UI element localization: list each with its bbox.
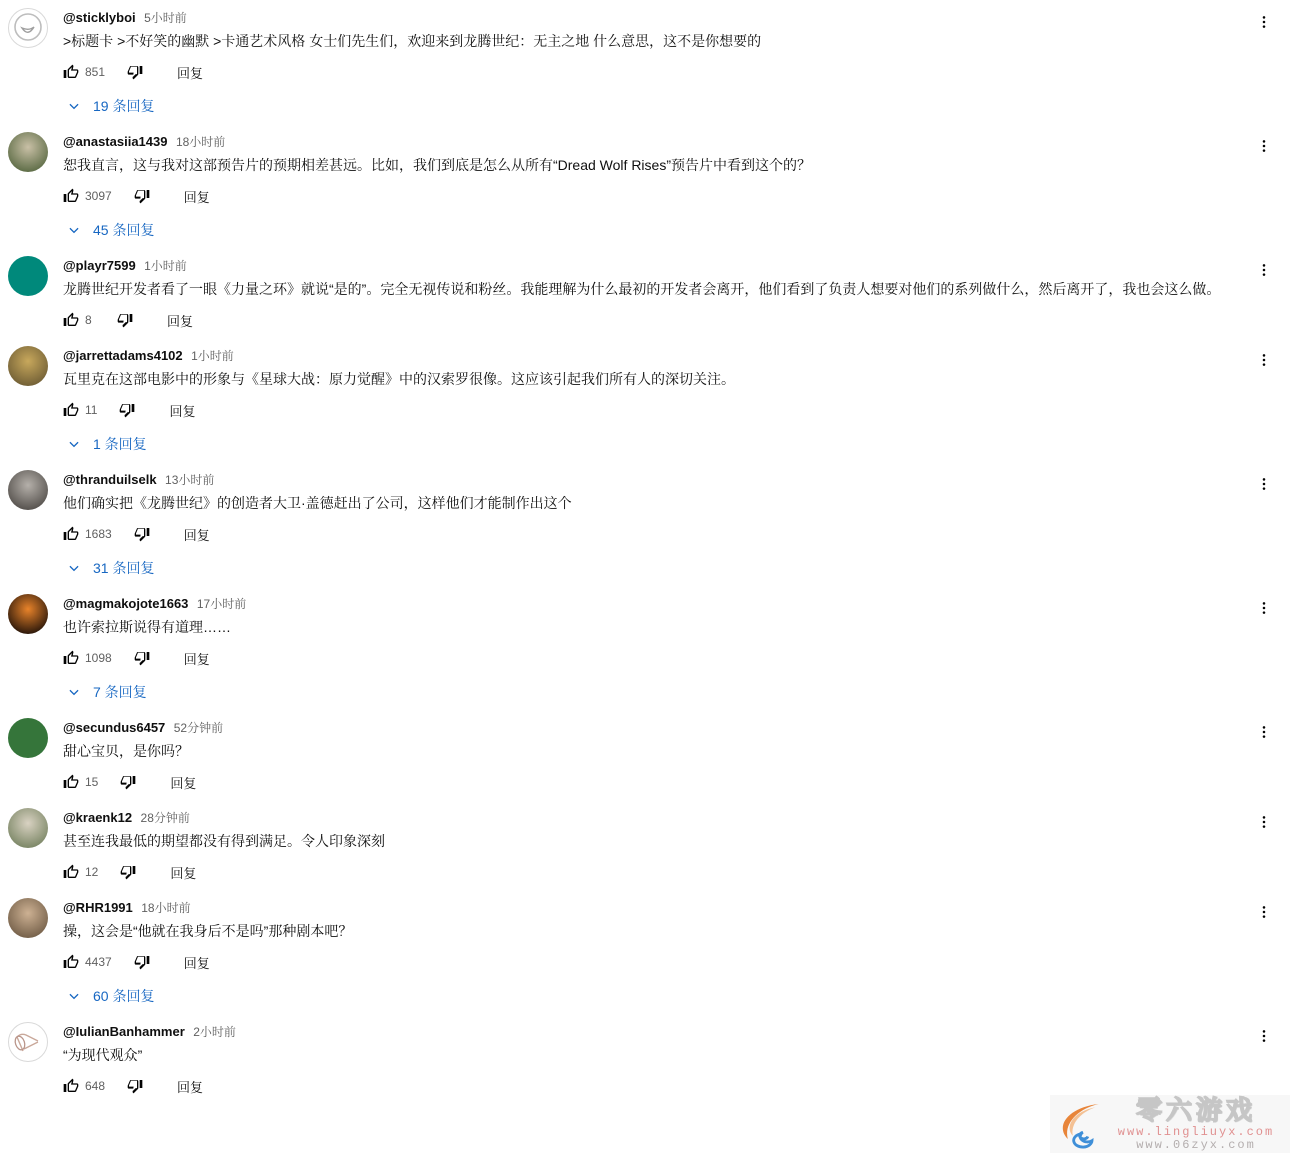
like-button[interactable] (63, 188, 79, 204)
comment-body (63, 898, 1252, 1010)
dislike-button[interactable] (127, 1078, 143, 1094)
comment-author[interactable]: @playr7599 (63, 258, 136, 273)
thumb-up-icon (63, 526, 79, 542)
comment-text: >标题卡 >不好笑的幽默 >卡通艺术风格 女士们先生们，欢迎来到龙腾世纪：无主之地 什么意思，这不是你想要的 (63, 33, 762, 49)
chevron-down-icon (67, 99, 81, 113)
thumb-down-icon (134, 954, 150, 970)
comment-action-row (63, 58, 1252, 86)
more-options-button[interactable] (1252, 720, 1276, 744)
like-count: 12 (85, 865, 99, 879)
dislike-button[interactable] (120, 774, 136, 790)
comment-author[interactable]: @anastasiia1439 (63, 134, 168, 149)
comment-body (63, 470, 1252, 582)
more-options-button[interactable] (1252, 348, 1276, 372)
comment-author[interactable]: @magmakojote1663 (63, 596, 189, 611)
comment-timestamp[interactable]: 1小时前 (191, 349, 234, 363)
comment-timestamp[interactable]: 18小时前 (175, 135, 226, 149)
comment-action-row (63, 858, 1252, 886)
comment-header (63, 8, 1252, 28)
reply-button[interactable]: 回复 (183, 189, 210, 205)
like-count: 15 (85, 775, 99, 789)
thumb-up-icon (63, 954, 79, 970)
more-options-button[interactable] (1252, 596, 1276, 620)
avatar[interactable] (8, 470, 48, 510)
replies-count-label: 31 条回复 (93, 560, 155, 576)
comment-thread (8, 346, 1280, 458)
comment-author[interactable]: @RHR1991 (63, 900, 133, 915)
comment-thread (8, 594, 1280, 706)
reply-button[interactable]: 回复 (170, 775, 197, 791)
comment-text: 操，这会是“他就在我身后不是吗”那种剧本吧？ (63, 923, 353, 939)
dislike-button[interactable] (120, 864, 136, 880)
comment-text: 恕我直言，这与我对这部预告片的预期相差甚远。比如，我们到底是怎么从所有“Dread Wolf Rises”预告片中看到这个的？ (63, 157, 811, 173)
comment-thread (8, 718, 1280, 796)
comment-thread (8, 256, 1280, 334)
comment-author[interactable]: @IulianBanhammer (63, 1024, 185, 1039)
more-options-button[interactable] (1252, 10, 1276, 34)
comment-thread (8, 808, 1280, 886)
watermark (1050, 1095, 1290, 1153)
kebab-icon (1256, 904, 1272, 920)
comment-author[interactable]: @sticklyboi (63, 10, 136, 25)
watermark-brand: 零六游戏 (1135, 1095, 1256, 1125)
comment-author[interactable]: @secundus6457 (63, 720, 166, 735)
like-button[interactable] (63, 64, 79, 80)
thumb-down-icon (127, 1078, 143, 1094)
thumb-down-icon (134, 188, 150, 204)
replies-count-label: 1 条回复 (93, 436, 147, 452)
comment-header (63, 1022, 1252, 1042)
replies-expander[interactable] (63, 430, 1252, 458)
replies-count-label: 45 条回复 (93, 222, 155, 238)
more-options-button[interactable] (1252, 472, 1276, 496)
comment-body (63, 594, 1252, 706)
comment-text: 他们确实把《龙腾世纪》的创造者大卫·盖德赶出了公司，这样他们才能制作出这个 (63, 495, 572, 511)
avatar-letter (11, 11, 45, 45)
replies-count-label: 7 条回复 (93, 684, 147, 700)
chevron-down-icon (67, 989, 81, 1003)
thumb-down-icon (120, 774, 136, 790)
comment-text: 瓦里克在这部电影中的形象与《星球大战：原力觉醒》中的汉索罗很像。这应该引起我们所有人的深切关注。 (63, 371, 735, 387)
comment-header (63, 470, 1252, 490)
thumb-up-icon (63, 650, 79, 666)
thumb-down-icon (134, 526, 150, 542)
more-options-button[interactable] (1252, 810, 1276, 834)
comment-action-row (63, 768, 1252, 796)
like-button[interactable] (63, 650, 79, 666)
dislike-button[interactable] (134, 650, 150, 666)
like-button[interactable] (63, 312, 79, 328)
avatar[interactable] (8, 594, 48, 634)
replies-expander[interactable] (63, 678, 1252, 706)
like-button[interactable] (63, 402, 79, 418)
replies-expander[interactable] (63, 554, 1252, 582)
comment-header (63, 898, 1252, 918)
like-count: 851 (85, 65, 106, 79)
thumb-down-icon (117, 312, 133, 328)
like-button[interactable] (63, 526, 79, 542)
comment-header (63, 594, 1252, 614)
comment-timestamp[interactable]: 5小时前 (144, 11, 187, 25)
comment-body (63, 346, 1252, 458)
comment-author[interactable]: @kraenk12 (63, 810, 133, 825)
reply-button[interactable]: 回复 (177, 65, 204, 81)
comment-timestamp[interactable]: 2小时前 (193, 1025, 236, 1039)
comment-text: 甚至连我最低的期望都没有得到满足。令人印象深刻 (63, 833, 385, 849)
watermark-text (1108, 1097, 1284, 1151)
comment-action-row (63, 182, 1252, 210)
comment-header (63, 132, 1252, 152)
comment-header (63, 718, 1252, 738)
replies-expander[interactable] (63, 982, 1252, 1010)
kebab-icon (1256, 1028, 1272, 1044)
like-count: 648 (85, 1079, 106, 1093)
avatar[interactable] (8, 346, 48, 386)
comment-body (63, 718, 1252, 796)
kebab-icon (1256, 352, 1272, 368)
thumb-up-icon (63, 1078, 79, 1094)
chevron-down-icon (67, 223, 81, 237)
avatar-letter (11, 1025, 45, 1059)
comment-text: “为现代观众” (63, 1047, 143, 1063)
thumb-down-icon (127, 64, 143, 80)
more-options-button[interactable] (1252, 900, 1276, 924)
kebab-icon (1256, 262, 1272, 278)
thumb-up-icon (63, 774, 79, 790)
comment-action-row (63, 396, 1252, 424)
comment-thread (8, 8, 1280, 120)
like-button[interactable] (63, 774, 79, 790)
dislike-button[interactable] (134, 526, 150, 542)
reply-button[interactable]: 回复 (177, 1079, 204, 1095)
comment-author[interactable]: @jarrettadams4102 (63, 348, 183, 363)
like-button[interactable] (63, 954, 79, 970)
kebab-icon (1256, 600, 1272, 616)
comment-timestamp[interactable]: 1小时前 (144, 259, 187, 273)
like-count: 11 (85, 403, 98, 417)
avatar[interactable] (8, 718, 48, 758)
comment-body (63, 1022, 1252, 1100)
more-options-button[interactable] (1252, 1024, 1276, 1048)
reply-button[interactable]: 回复 (170, 865, 197, 881)
thumb-up-icon (63, 312, 79, 328)
comment-timestamp[interactable]: 52分钟前 (173, 721, 224, 735)
watermark-url-2: www.06zyx.com (1136, 1138, 1256, 1152)
comment-thread (8, 898, 1280, 1010)
chevron-down-icon (67, 437, 81, 451)
thumb-down-icon (119, 402, 135, 418)
comment-body (63, 132, 1252, 244)
comment-text: 也许索拉斯说得有道理…… (63, 619, 231, 635)
reply-button[interactable]: 回复 (167, 313, 194, 329)
avatar[interactable] (8, 256, 48, 296)
comment-header (63, 256, 1252, 276)
thumb-down-icon (120, 864, 136, 880)
thumb-up-icon (63, 64, 79, 80)
comment-timestamp[interactable]: 13小时前 (165, 473, 215, 487)
replies-expander[interactable] (63, 92, 1252, 120)
comment-author[interactable]: @thranduilselk (63, 472, 157, 487)
avatar[interactable] (8, 898, 48, 938)
replies-count-label: 60 条回复 (93, 988, 155, 1004)
kebab-icon (1256, 814, 1272, 830)
kebab-icon (1256, 14, 1272, 30)
chevron-down-icon (67, 685, 81, 699)
reply-button[interactable]: 回复 (183, 651, 210, 667)
dislike-button[interactable] (134, 188, 150, 204)
more-options-button[interactable] (1252, 134, 1276, 158)
more-options-button[interactable] (1252, 258, 1276, 282)
replies-count-label: 19 条回复 (93, 98, 155, 114)
like-count: 4437 (85, 955, 112, 969)
comment-body (63, 8, 1252, 120)
thumb-up-icon (63, 188, 79, 204)
comment-body (63, 256, 1252, 334)
comment-body (63, 808, 1252, 886)
comment-timestamp[interactable]: 18小时前 (141, 901, 191, 915)
watermark-logo-icon (1056, 1099, 1108, 1149)
like-count: 1098 (85, 651, 112, 665)
like-button[interactable] (63, 864, 79, 880)
comment-timestamp[interactable]: 17小时前 (196, 597, 247, 611)
comment-text: 甜心宝贝，是你吗？ (63, 743, 189, 759)
dislike-button[interactable] (117, 312, 133, 328)
comment-header (63, 808, 1252, 828)
avatar[interactable] (8, 132, 48, 172)
avatar[interactable] (8, 808, 48, 848)
kebab-icon (1256, 138, 1272, 154)
comment-thread (8, 470, 1280, 582)
comment-action-row (63, 948, 1252, 976)
kebab-icon (1256, 724, 1272, 740)
thumb-up-icon (63, 864, 79, 880)
comment-thread (8, 1022, 1280, 1100)
dislike-button[interactable] (127, 64, 143, 80)
thumb-up-icon (63, 402, 79, 418)
avatar[interactable] (8, 1022, 48, 1062)
comment-action-row (63, 520, 1252, 548)
avatar[interactable] (8, 8, 48, 48)
like-count: 1683 (85, 527, 112, 541)
comment-action-row (63, 644, 1252, 672)
comment-text: 龙腾世纪开发者看了一眼《力量之环》就说“是的”。完全无视传说和粉丝。我能理解为什么最初的开发者会离开，他们看到了负责人想要对他们的系列做什么，然后离开了，我也会这么做。 (63, 281, 1221, 297)
watermark-url-1: www.lingliuyx.com (1117, 1125, 1275, 1139)
replies-expander[interactable] (63, 216, 1252, 244)
chevron-down-icon (67, 561, 81, 575)
like-button[interactable] (63, 1078, 79, 1094)
reply-button[interactable]: 回复 (169, 403, 196, 419)
comment-timestamp[interactable]: 28分钟前 (140, 811, 190, 825)
like-count: 3097 (85, 189, 112, 203)
dislike-button[interactable] (119, 402, 135, 418)
thumb-down-icon (134, 650, 150, 666)
dislike-button[interactable] (134, 954, 150, 970)
reply-button[interactable]: 回复 (183, 527, 210, 543)
reply-button[interactable]: 回复 (183, 955, 210, 971)
comment-header (63, 346, 1252, 366)
comment-thread (8, 132, 1280, 244)
comment-action-row (63, 306, 1252, 334)
kebab-icon (1256, 476, 1272, 492)
like-count: 8 (85, 313, 92, 327)
